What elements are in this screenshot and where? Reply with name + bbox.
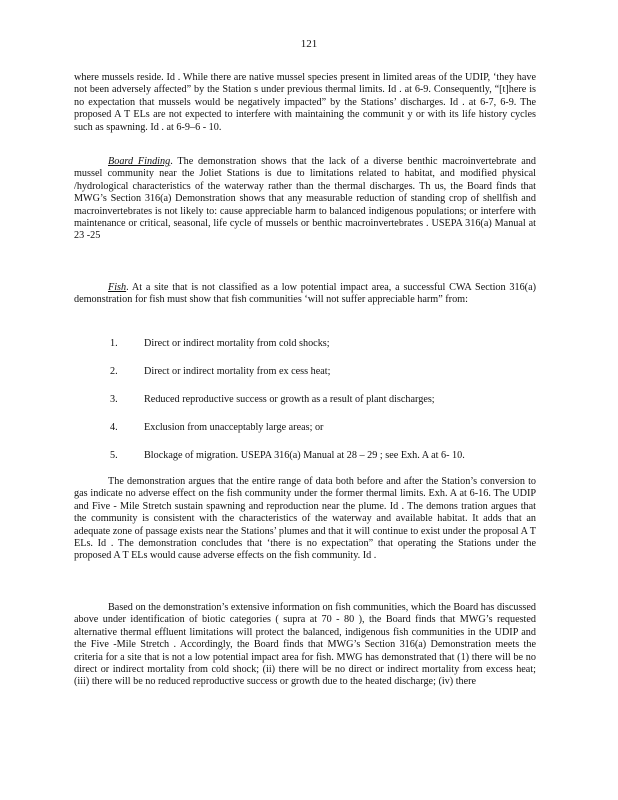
fish-text: . At a site that is not classified as a low potential impact area, a successful CWA Section 316(a) demonstration for fish must show that fish communities ‘will not suffer appreciable harm” from: [74,282,536,306]
paragraph-demonstration [74,476,536,563]
board-finding-text: . The demonstration shows that the lack of a diverse benthic macroinvertebrate and mussel community near the Joliet Stations is due to limitations related to habitat, and modified physical /hydrological characteristics of the waterway rather than the thermal discharges. Th us, the Board finds that MWG’s Section 316(a) Demonstration shows that any measurable reduction of standing crop of shellfish and macroinvertebrates is not likely to: cause appreciable harm to balanced indigenous populations; or interfere with maintenance or critical, seasonal, life cycle of mussels or benthic macroinvertebrates . USEPA 316(a) Manual at 23 -25 [74,156,536,242]
paragraph-mussels [74,72,536,134]
list-item-number: 2. [110,366,118,377]
list-item-text: Direct or indirect mortality from ex cess heat; [144,366,331,377]
list-item-number: 4. [110,422,118,433]
paragraph-mussels-text: where mussels reside. Id . While there are native mussel species present in limited areas of the UDIP, ‘they have not been adversely affected” by the Station s under previous thermal limits. Id . at 6-9. Consequently, “[t]here is no expectation that mussels would be negatively impacted” by the Stations’ discharges. Id . at 6-7, 6-9. The proposed A T ELs are not expected to interfere with maintaining the communit y or with its life history cycles such as spawning. Id . at 6-9–6 - 10. [74,72,536,133]
board-finding-heading: Board Finding [108,156,171,167]
list-item-text: Reduced reproductive success or growth as a result of plant discharges; [144,394,435,405]
paragraph-based-on [74,602,536,689]
list-item-number: 1. [110,338,118,349]
list-item-text: Exclusion from unacceptably large areas; or [144,422,324,433]
list-item [110,394,530,408]
paragraph-board-finding [74,156,536,243]
paragraph-based-on-text: Based on the demonstration’s extensive information on fish communities, which the Board has discussed above under identification of biotic categories ( supra at 70 - 80 ), the Board finds that MWG’s requested alternative thermal effluent limitations will protect the balanced, indigenous fish communities in the UDIP and the Five -Mile Stretch . Accordingly, the Board finds that MWG’s Section 316(a) Demonstration meets the criteria for a site that is not a low potential impact area for fish. MWG has demonstrated that (1) there will be no direct or indirect mortality from cold shock; (ii) there will be no direct or indirect mortality from excess heat; (iii) there will be no reduced reproductive success or growth due to the heated discharge; (iv) there [74,602,536,688]
list-item [110,422,530,436]
list-item-text: Direct or indirect mortality from cold shocks; [144,338,330,349]
paragraph-demonstration-text: The demonstration argues that the entire range of data both before and after the Station’s conversion to gas indicate no adverse effect on the fish community under the former thermal limits. Exh. A at 6-16. The UDIP and Five - Mile Stretch sustain spawning and reproduction near the plume. Id . The demons tration argues that the community is consistent with the characteristics of the waterway and available habitat. It adds that an adequate zone of passage exists near the Stations’ plumes and that it will continue to exist under the proposal A T ELs. Id . The demonstration concludes that ‘there is no expectation” that operating the Stations under the proposed A T ELs would cause adverse effects on the fish community. Id . [74,476,536,562]
list-item-number: 5. [110,450,118,461]
list-item [110,338,530,352]
list-item-number: 3. [110,394,118,405]
paragraph-fish [74,282,536,307]
page-number: 121 [300,38,318,50]
list-item-text: Blockage of migration. USEPA 316(a) Manual at 28 – 29 ; see Exh. A at 6- 10. [144,450,465,461]
list-item [110,366,530,380]
fish-heading: Fish [108,282,127,293]
list-item [110,450,530,464]
